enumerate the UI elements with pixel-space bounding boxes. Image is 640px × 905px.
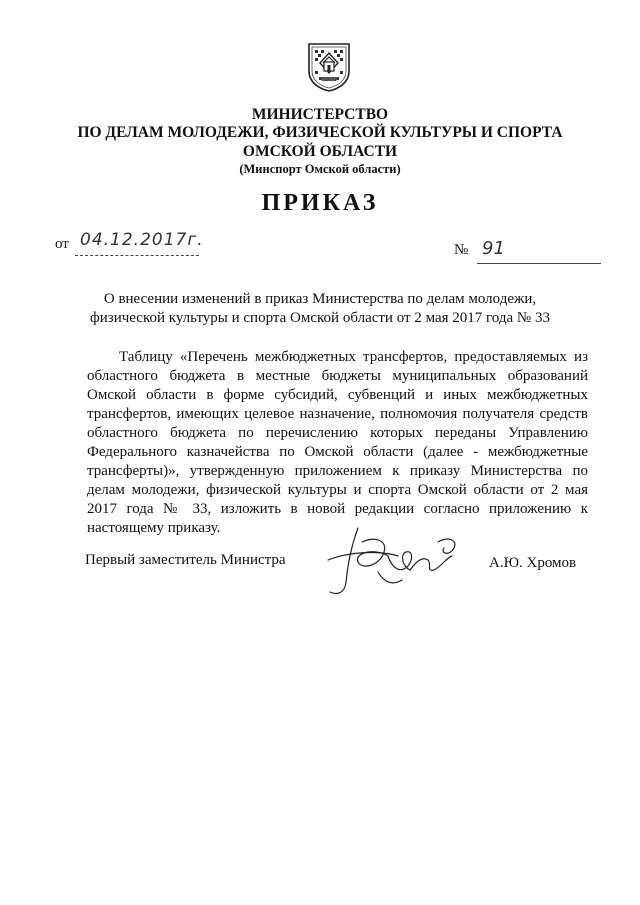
document-title: ПРИКАЗ	[261, 190, 379, 216]
ministry-title: МИНИСТЕРСТВО	[251, 106, 389, 123]
ministry-short-name: (Минспорт Омской области)	[239, 162, 401, 176]
body-line: областного бюджета в местные бюджеты муниципальных образований	[87, 368, 588, 384]
subject-line: физической культуры и спорта Омской области от 2 мая 2017 года № 33	[90, 310, 550, 326]
body-line: трансферты)», утвержденную приложением к приказу Министерства по	[87, 463, 588, 479]
number-prefix: №	[454, 242, 469, 258]
subject-line: О внесении изменений в приказ Министерства по делам молодежи,	[103, 291, 537, 307]
body-line: трансфертов, имеющих целевое назначение, полномочия получателя средств	[87, 406, 588, 422]
date-underline	[75, 255, 199, 256]
ministry-subtitle: ПО ДЕЛАМ МОЛОДЕЖИ, ФИЗИЧЕСКОЙ КУЛЬТУРЫ И СПОРТА	[77, 124, 563, 141]
ministry-region: ОМСКОЙ ОБЛАСТИ	[242, 143, 398, 160]
number-underline	[477, 263, 601, 264]
body-line: 2017 года № 33, изложить в новой редакции согласно приложению к	[87, 501, 588, 517]
body-line: областного бюджета по перечислению которых переданы Управлению	[87, 425, 588, 441]
signatory-position: Первый заместитель Министра	[85, 552, 286, 568]
body-line: настоящему приказу.	[87, 520, 221, 536]
body-line: делам молодежи, физической культуры и спорта Омской области от 2 мая	[87, 482, 588, 498]
date-value: 04.12.2017г.	[80, 230, 204, 250]
body-line: Таблицу «Перечень межбюджетных трансфертов, предоставляемых из	[119, 349, 588, 365]
body-line: Омской области в форме субсидий, субвенций и иных межбюджетных	[87, 387, 588, 403]
signatory-name: А.Ю. Хромов	[489, 555, 577, 571]
coat-of-arms-icon	[306, 41, 352, 93]
date-prefix: от	[55, 236, 69, 252]
body-line: Федерального казначейства по Омской области (далее - межбюджетные	[87, 444, 588, 460]
number-value: 91	[482, 238, 505, 259]
handwritten-signature-icon	[318, 522, 468, 600]
